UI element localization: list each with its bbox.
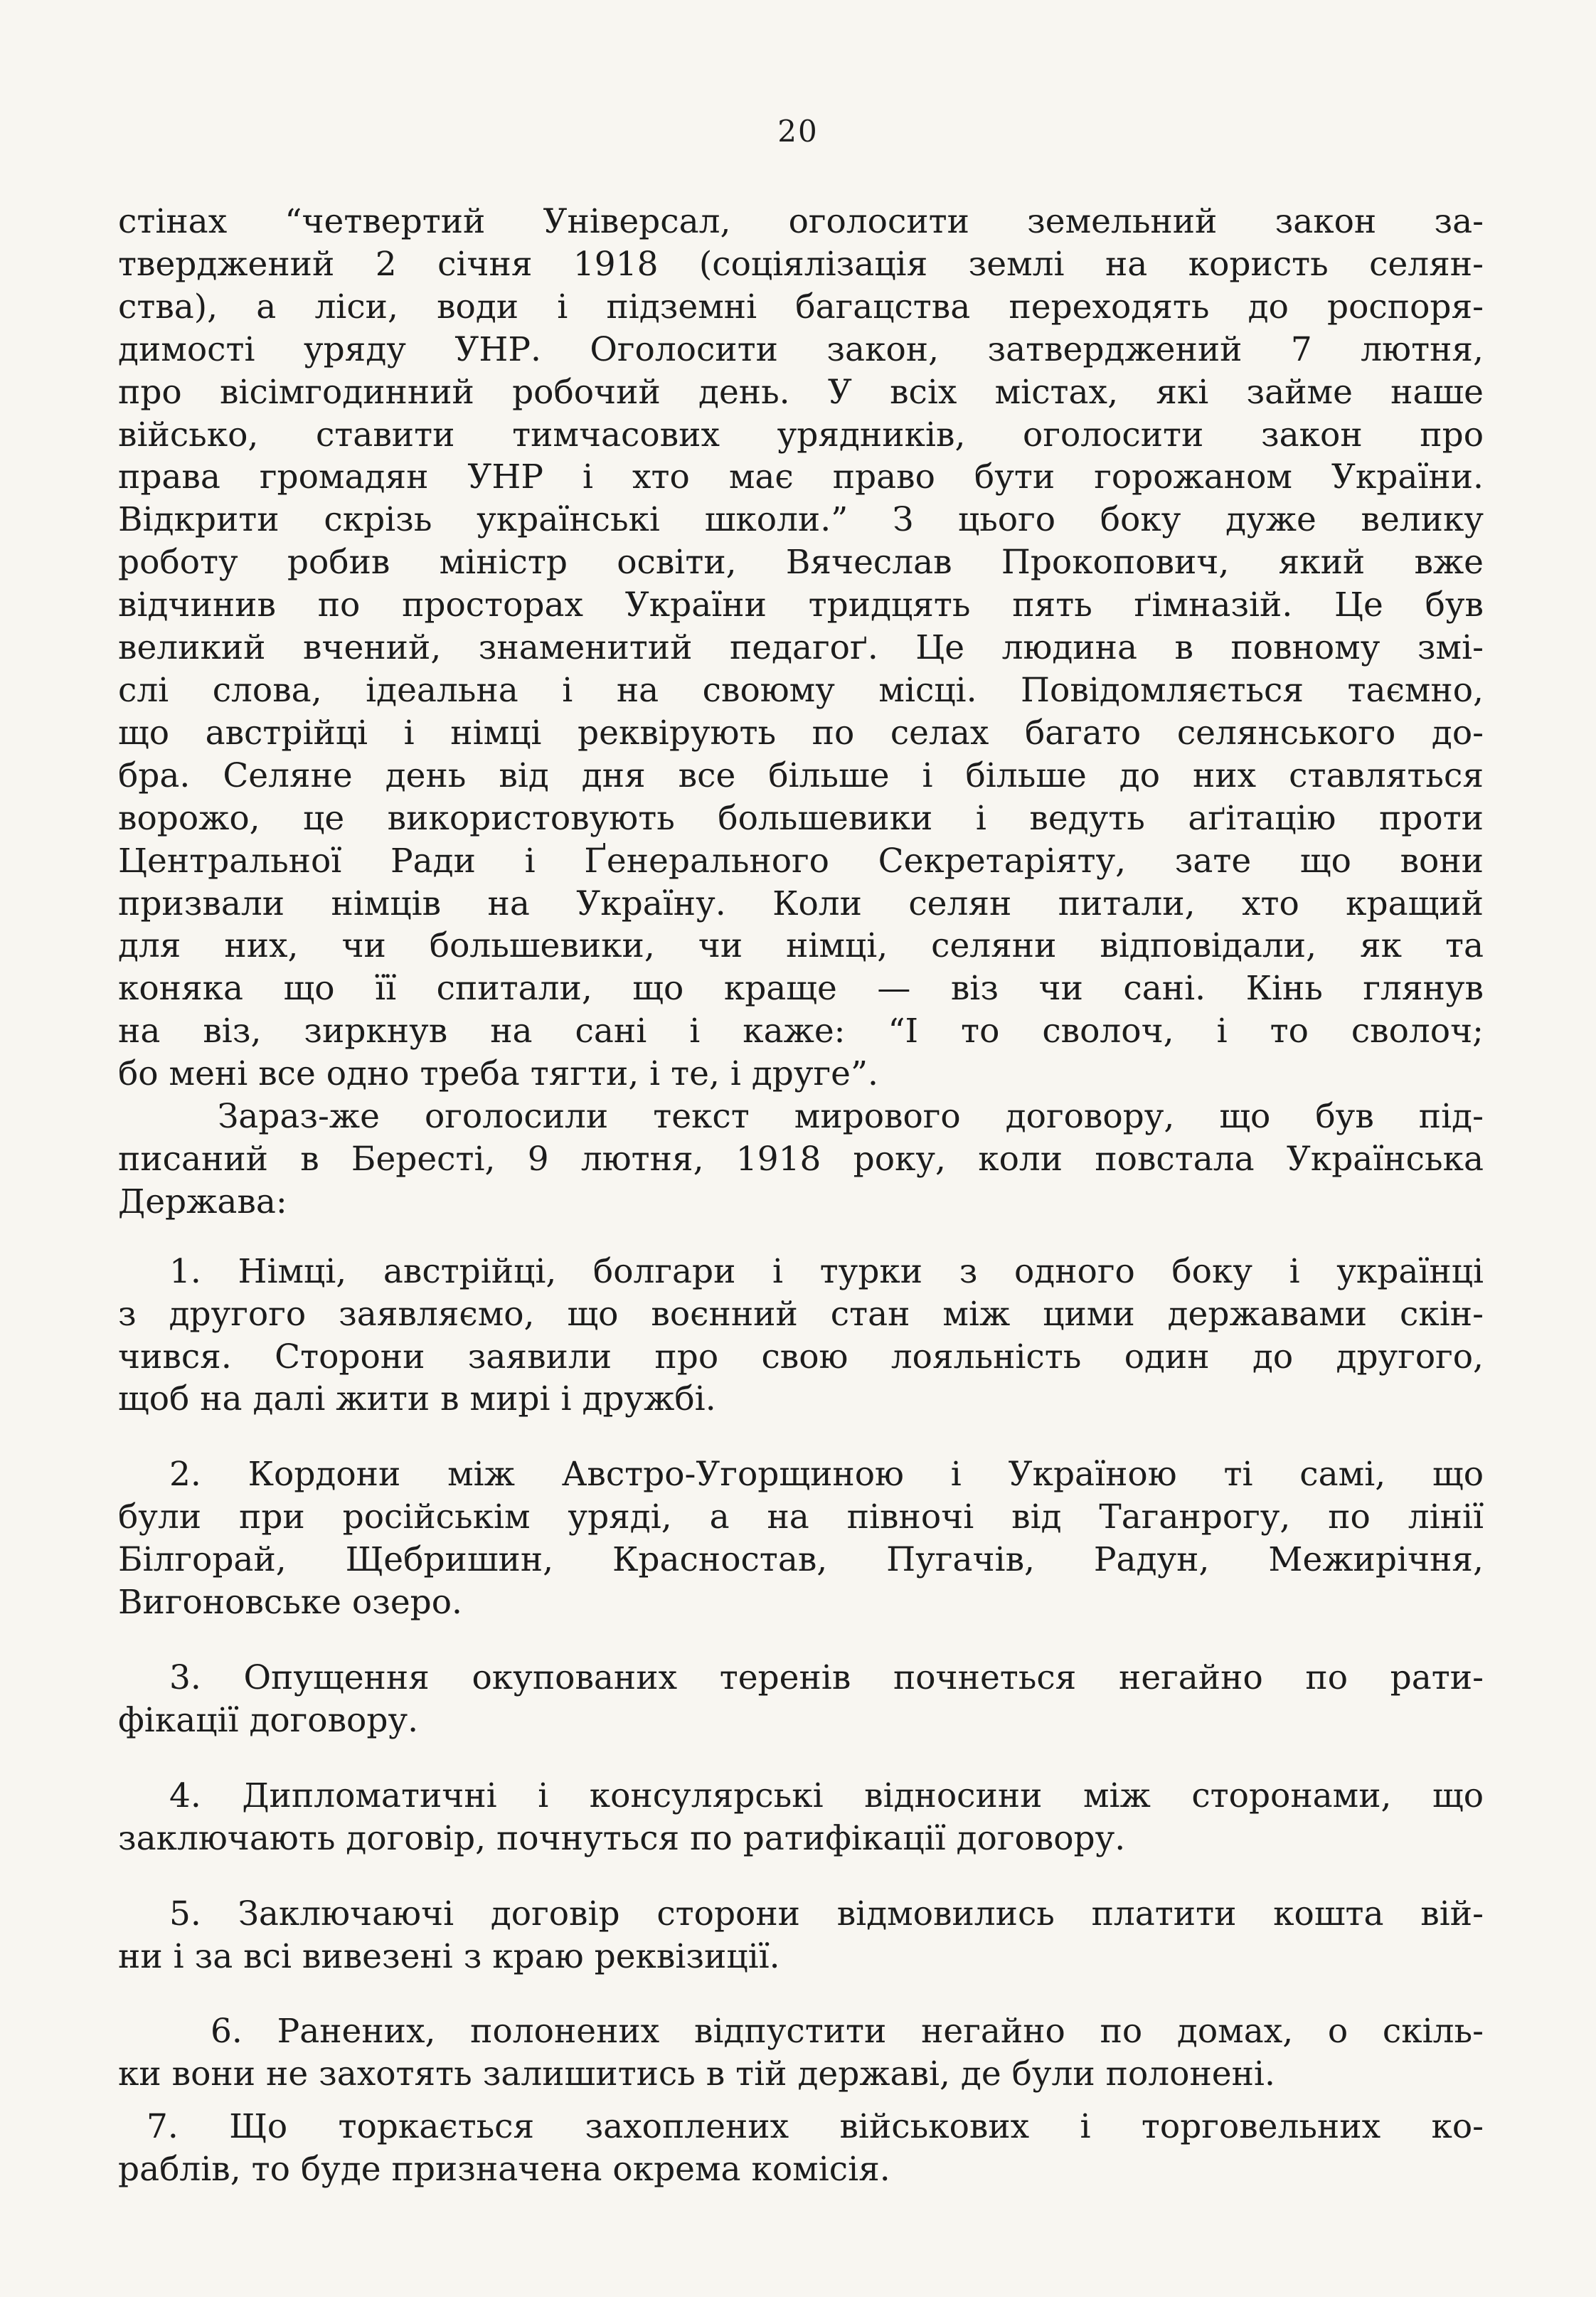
text-line: Держава: xyxy=(118,1182,287,1221)
page-number: 20 xyxy=(777,114,819,149)
text-line: Відкрити скрізь українські школи.” З цього боку дуже велику xyxy=(118,500,1484,540)
treaty-item-2 xyxy=(118,1453,1484,1624)
text-line: коняка що її спитали, що краще — віз чи сані. Кінь глянув xyxy=(118,969,1484,1009)
text-line: Зараз-же оголосили текст мирового договору, що був під- xyxy=(218,1097,1484,1137)
text-line: з другого заявляємо, що воєнний стан між цими державами скін- xyxy=(118,1294,1484,1334)
treaty-item-1 xyxy=(118,1251,1484,1421)
paragraph xyxy=(118,201,1484,1096)
text-line: 6. Ранених, полонених відпустити негайно по домах, о скіль- xyxy=(211,2012,1484,2052)
treaty-item-6 xyxy=(118,2010,1484,2096)
text-line: Центральної Ради і Ґенерального Секретаріяту, зате що вони xyxy=(118,841,1484,881)
text-line: для них, чи большевики, чи німці, селяни відповідали, як та xyxy=(118,926,1484,966)
text-line: 7. Що торкається захоплених військових і торговельних ко- xyxy=(147,2107,1484,2147)
text-line: раблів, то буде призначена окрема комісія. xyxy=(118,2150,890,2190)
text-line: фікації договору. xyxy=(118,1700,419,1740)
page-text xyxy=(118,201,1484,2191)
text-line: права громадян УНР і хто має право бути горожаном України. xyxy=(118,457,1484,497)
text-line: 5. Заключаючі договір сторони відмовились платити кошта вій- xyxy=(169,1894,1484,1933)
text-line: щоб на далі жити в мирі і дружбі. xyxy=(118,1379,716,1419)
treaty-item-4 xyxy=(118,1775,1484,1860)
text-line: на віз, зиркнув на сані і каже: “І то сволоч, і то сволоч; xyxy=(118,1012,1484,1051)
text-line: бо мені все одно треба тягти, і те, і друге”. xyxy=(118,1054,878,1094)
text-line: про вісімгодинний робочий день. У всіх містах, які займе наше xyxy=(118,372,1484,412)
text-line: бра. Селяне день від дня все більше і більше до них ставляться xyxy=(118,755,1484,795)
text-line: стінах “четвертий Універсал, оголосити земельний закон за- xyxy=(118,202,1484,241)
treaty-item-7 xyxy=(118,2106,1484,2191)
text-line: ворожо, це використовують большевики і ведуть аґітацію проти xyxy=(118,798,1484,838)
text-line: призвали німців на Україну. Коли селян питали, хто кращий xyxy=(118,884,1484,923)
text-line: слі слова, ідеальна і на своюму місці. Повідомляється таємно, xyxy=(118,670,1484,710)
text-line: тверджений 2 січня 1918 (соціялізація землі на користь селян- xyxy=(118,244,1484,284)
text-line: писаний в Бересті, 9 лютня, 1918 року, коли повстала Українська xyxy=(118,1139,1484,1179)
treaty-item-5 xyxy=(118,1893,1484,1978)
text-line: чився. Сторони заявили про свою лояльність один до другого, xyxy=(118,1337,1484,1376)
text-line: ни і за всі вивезені з краю реквізиції. xyxy=(118,1936,780,1976)
text-line: роботу робив міністр освіти, Вячеслав Прокопович, який вже xyxy=(118,543,1484,583)
text-line: Білгорай, Щебришин, Красностав, Пугачів, Радун, Межирічня, xyxy=(118,1540,1484,1580)
text-line: великий вчений, знаменитий педагоґ. Це людина в повному змі- xyxy=(118,628,1484,668)
text-line: ки вони не захотять залишитись в тій державі, де були полонені. xyxy=(118,2054,1275,2094)
text-line: димості уряду УНР. Оголосити закон, затверджений 7 лютня, xyxy=(118,329,1484,369)
treaty-item-3 xyxy=(118,1657,1484,1742)
text-line: 1. Німці, австрійці, болгари і турки з одного боку і українці xyxy=(169,1251,1484,1291)
paragraph xyxy=(118,1096,1484,1224)
text-line: ства), а ліси, води і підземні багацства переходять до роспоря- xyxy=(118,287,1484,327)
text-line: що австрійці і німці реквірують по селах багато селянського до- xyxy=(118,713,1484,753)
text-line: Вигоновське озеро. xyxy=(118,1583,462,1623)
text-line: 4. Дипломатичні і консулярські відносини між сторонами, що xyxy=(169,1776,1484,1815)
text-line: військо, ставити тимчасових урядників, оголосити закон про xyxy=(118,415,1484,455)
text-line: 2. Кордони між Австро-Угорщиною і Україною ті самі, що xyxy=(169,1455,1484,1495)
text-line: були при російськім уряді, а на півночі від Таганрогу, по лінії xyxy=(118,1497,1484,1537)
text-line: заключають договір, почнуться по ратифікації договору. xyxy=(118,1818,1126,1858)
text-line: 3. Опущення окупованих теренів почнеться негайно по рати- xyxy=(169,1658,1484,1697)
text-line: відчинив по просторах України тридцять пять ґімназій. Це був xyxy=(118,585,1484,625)
